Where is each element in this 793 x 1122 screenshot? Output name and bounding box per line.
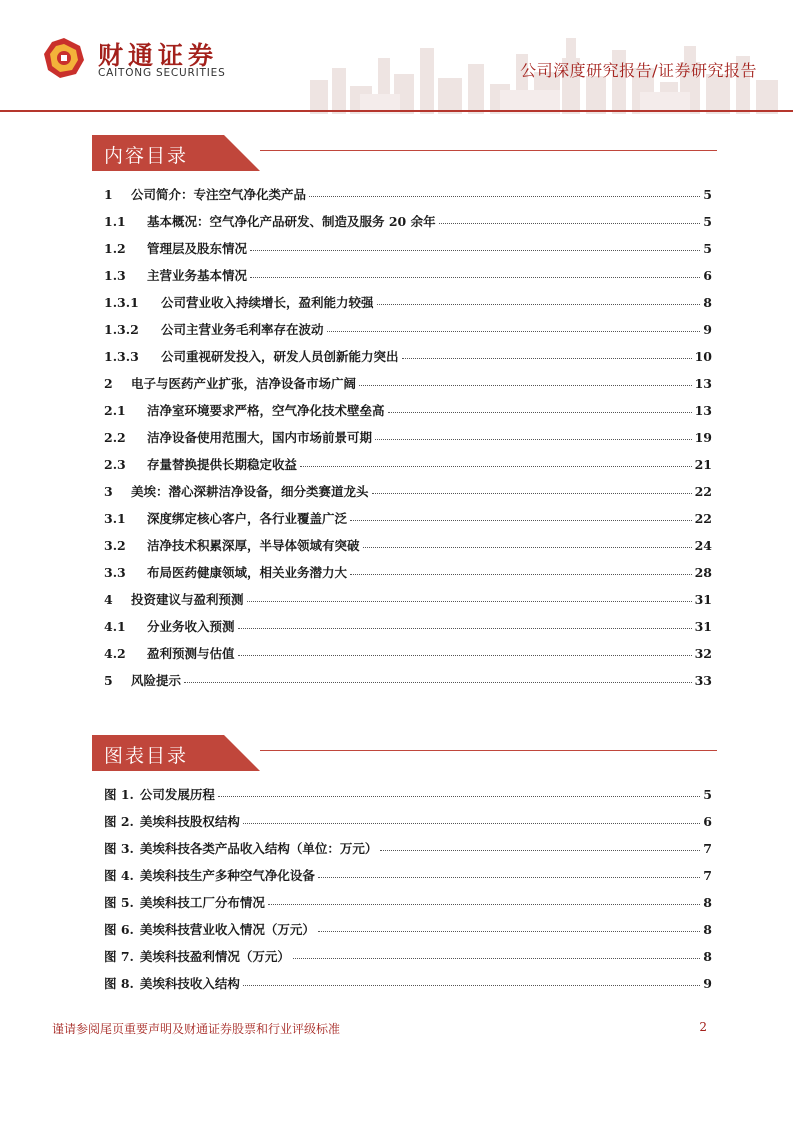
entry-number: 3 <box>104 484 113 499</box>
entry-page-number: 9 <box>703 976 712 991</box>
figures-list <box>104 785 712 1001</box>
toc-entry[interactable] <box>104 644 712 671</box>
entry-number: 4.2 <box>104 646 126 661</box>
dot-leader <box>250 250 700 251</box>
entry-title: 电子与医药产业扩张，洁净设备市场广阔 <box>131 376 357 391</box>
page-header <box>0 0 793 112</box>
header-divider <box>0 110 793 112</box>
entry-page-number: 21 <box>694 457 712 472</box>
figure-entry[interactable] <box>104 839 712 866</box>
entry-page-number: 8 <box>703 922 712 937</box>
figure-entry[interactable] <box>104 974 712 1001</box>
toc-entry[interactable] <box>104 671 712 698</box>
toc-entry[interactable] <box>104 320 712 347</box>
entry-title: 公司营业收入持续增长，盈利能力较强 <box>161 295 374 310</box>
toc-entry[interactable] <box>104 482 712 509</box>
entry-title: 基本概况：空气净化产品研发、制造及服务 20 余年 <box>147 214 436 229</box>
toc-list <box>104 185 712 698</box>
dot-leader <box>359 385 692 386</box>
dot-leader <box>402 358 692 359</box>
entry-title: 美埃科技营业收入情况（万元） <box>139 922 315 937</box>
entry-number: 3.3 <box>104 565 126 580</box>
entry-title: 美埃科技收入结构 <box>139 976 240 991</box>
entry-page-number: 22 <box>694 484 712 499</box>
entry-page-number: 28 <box>694 565 712 580</box>
entry-number: 1.3.1 <box>104 295 139 310</box>
brand-name-cn: 财通证券 <box>98 41 219 70</box>
entry-title: 洁净设备使用范围大，国内市场前景可期 <box>147 430 373 445</box>
entry-title: 布局医药健康领域，相关业务潜力大 <box>147 565 348 580</box>
dot-leader <box>238 628 692 629</box>
entry-page-number: 22 <box>694 511 712 526</box>
toc-entry[interactable] <box>104 455 712 482</box>
entry-number: 5 <box>104 673 113 688</box>
dot-leader <box>375 439 692 440</box>
toc-entry[interactable] <box>104 185 712 212</box>
entry-number: 3.1 <box>104 511 126 526</box>
entry-title: 管理层及股东情况 <box>147 241 248 256</box>
entry-page-number: 7 <box>703 868 712 883</box>
entry-number: 图 2. <box>104 814 134 829</box>
dot-leader <box>327 331 701 332</box>
brand-name-en: CAITONG SECURITIES <box>98 67 226 79</box>
entry-page-number: 13 <box>694 376 712 391</box>
figures-rule <box>260 750 717 751</box>
toc-entry[interactable] <box>104 293 712 320</box>
entry-number: 1.3 <box>104 268 126 283</box>
entry-page-number: 19 <box>694 430 712 445</box>
entry-page-number: 7 <box>703 841 712 856</box>
entry-title: 美埃科技股权结构 <box>139 814 240 829</box>
entry-page-number: 8 <box>703 295 712 310</box>
entry-page-number: 13 <box>694 403 712 418</box>
toc-entry[interactable] <box>104 239 712 266</box>
entry-title: 存量替换提供长期稳定收益 <box>147 457 298 472</box>
entry-title: 公司简介：专注空气净化类产品 <box>131 187 307 202</box>
entry-page-number: 8 <box>703 949 712 964</box>
footer-disclaimer-link: 谨请参阅尾页重要声明及财通证券股票和行业评级标准 <box>52 1022 341 1036</box>
report-type-label: 公司深度研究报告/证券研究报告 <box>520 61 757 80</box>
figure-entry[interactable] <box>104 893 712 920</box>
entry-title: 公司主营业务毛利率存在波动 <box>161 322 324 337</box>
entry-page-number: 8 <box>703 895 712 910</box>
entry-number: 3.2 <box>104 538 126 553</box>
dot-leader <box>250 277 700 278</box>
entry-page-number: 32 <box>694 646 712 661</box>
entry-page-number: 5 <box>703 187 712 202</box>
entry-number: 4.1 <box>104 619 126 634</box>
entry-page-number: 5 <box>703 214 712 229</box>
dot-leader <box>388 412 692 413</box>
entry-title: 盈利预测与估值 <box>147 646 235 661</box>
figures-title: 图表目录 <box>104 745 189 767</box>
entry-number: 图 6. <box>104 922 134 937</box>
toc-rule <box>260 150 717 151</box>
entry-page-number: 6 <box>703 268 712 283</box>
dot-leader <box>293 958 700 959</box>
entry-title: 分业务收入预测 <box>147 619 235 634</box>
dot-leader <box>309 196 700 197</box>
entry-title: 洁净技术积累深厚，半导体领域有突破 <box>147 538 360 553</box>
entry-number: 4 <box>104 592 113 607</box>
dot-leader <box>372 493 692 494</box>
toc-entry[interactable] <box>104 374 712 401</box>
dot-leader <box>439 223 701 224</box>
entry-title: 深度绑定核心客户，各行业覆盖广泛 <box>147 511 348 526</box>
dot-leader <box>377 304 701 305</box>
dot-leader <box>300 466 692 467</box>
dot-leader <box>247 601 692 602</box>
dot-leader <box>184 682 692 683</box>
entry-number: 1 <box>104 187 113 202</box>
entry-number: 2.1 <box>104 403 126 418</box>
entry-title: 风险提示 <box>131 673 182 688</box>
entry-number: 2.2 <box>104 430 126 445</box>
entry-number: 图 4. <box>104 868 134 883</box>
toc-section-header <box>92 135 717 171</box>
toc-entry[interactable] <box>104 617 712 644</box>
entry-page-number: 5 <box>703 241 712 256</box>
entry-title: 公司发展历程 <box>139 787 215 802</box>
entry-number: 1.3.2 <box>104 322 139 337</box>
entry-number: 图 7. <box>104 949 134 964</box>
dot-leader <box>318 877 700 878</box>
dot-leader <box>363 547 692 548</box>
toc-entry[interactable] <box>104 212 712 239</box>
dot-leader <box>350 520 692 521</box>
entry-page-number: 33 <box>694 673 712 688</box>
dot-leader <box>380 850 700 851</box>
toc-entry[interactable] <box>104 563 712 590</box>
entry-title: 美埃：潜心深耕洁净设备，细分类赛道龙头 <box>131 484 369 499</box>
figure-entry[interactable] <box>104 866 712 893</box>
toc-entry[interactable] <box>104 509 712 536</box>
toc-entry[interactable] <box>104 401 712 428</box>
entry-number: 图 8. <box>104 976 134 991</box>
entry-title: 美埃科技生产多种空气净化设备 <box>139 868 315 883</box>
entry-title: 洁净室环境要求严格，空气净化技术壁垒高 <box>147 403 385 418</box>
toc-entry[interactable] <box>104 428 712 455</box>
figure-entry[interactable] <box>104 920 712 947</box>
entry-number: 图 1. <box>104 787 134 802</box>
entry-number: 图 5. <box>104 895 134 910</box>
dot-leader <box>350 574 692 575</box>
figure-entry[interactable] <box>104 812 712 839</box>
toc-entry[interactable] <box>104 590 712 617</box>
entry-number: 1.3.3 <box>104 349 139 364</box>
entry-number: 2 <box>104 376 113 391</box>
figure-entry[interactable] <box>104 947 712 974</box>
toc-entry[interactable] <box>104 347 712 374</box>
entry-page-number: 24 <box>694 538 712 553</box>
entry-page-number: 5 <box>703 787 712 802</box>
toc-entry[interactable] <box>104 536 712 563</box>
entry-title: 投资建议与盈利预测 <box>131 592 244 607</box>
entry-title: 美埃科技工厂分布情况 <box>139 895 265 910</box>
dot-leader <box>268 904 700 905</box>
entry-page-number: 31 <box>694 619 712 634</box>
entry-title: 主营业务基本情况 <box>147 268 248 283</box>
toc-entry[interactable] <box>104 266 712 293</box>
caitong-logo-icon <box>42 36 86 80</box>
dot-leader <box>218 796 700 797</box>
dot-leader <box>318 931 700 932</box>
entry-title: 美埃科技盈利情况（万元） <box>139 949 290 964</box>
entry-number: 1.1 <box>104 214 126 229</box>
entry-page-number: 6 <box>703 814 712 829</box>
figures-section-header <box>92 735 717 771</box>
entry-number: 图 3. <box>104 841 134 856</box>
entry-page-number: 9 <box>703 322 712 337</box>
dot-leader <box>238 655 692 656</box>
dot-leader <box>243 985 700 986</box>
entry-number: 2.3 <box>104 457 126 472</box>
figure-entry[interactable] <box>104 785 712 812</box>
entry-page-number: 10 <box>694 349 712 364</box>
entry-number: 1.2 <box>104 241 126 256</box>
toc-title: 内容目录 <box>104 145 189 167</box>
page-number: 2 <box>699 1020 707 1034</box>
entry-title: 公司重视研发投入，研发人员创新能力突出 <box>161 349 399 364</box>
entry-page-number: 31 <box>694 592 712 607</box>
dot-leader <box>243 823 700 824</box>
entry-title: 美埃科技各类产品收入结构（单位：万元） <box>139 841 378 856</box>
